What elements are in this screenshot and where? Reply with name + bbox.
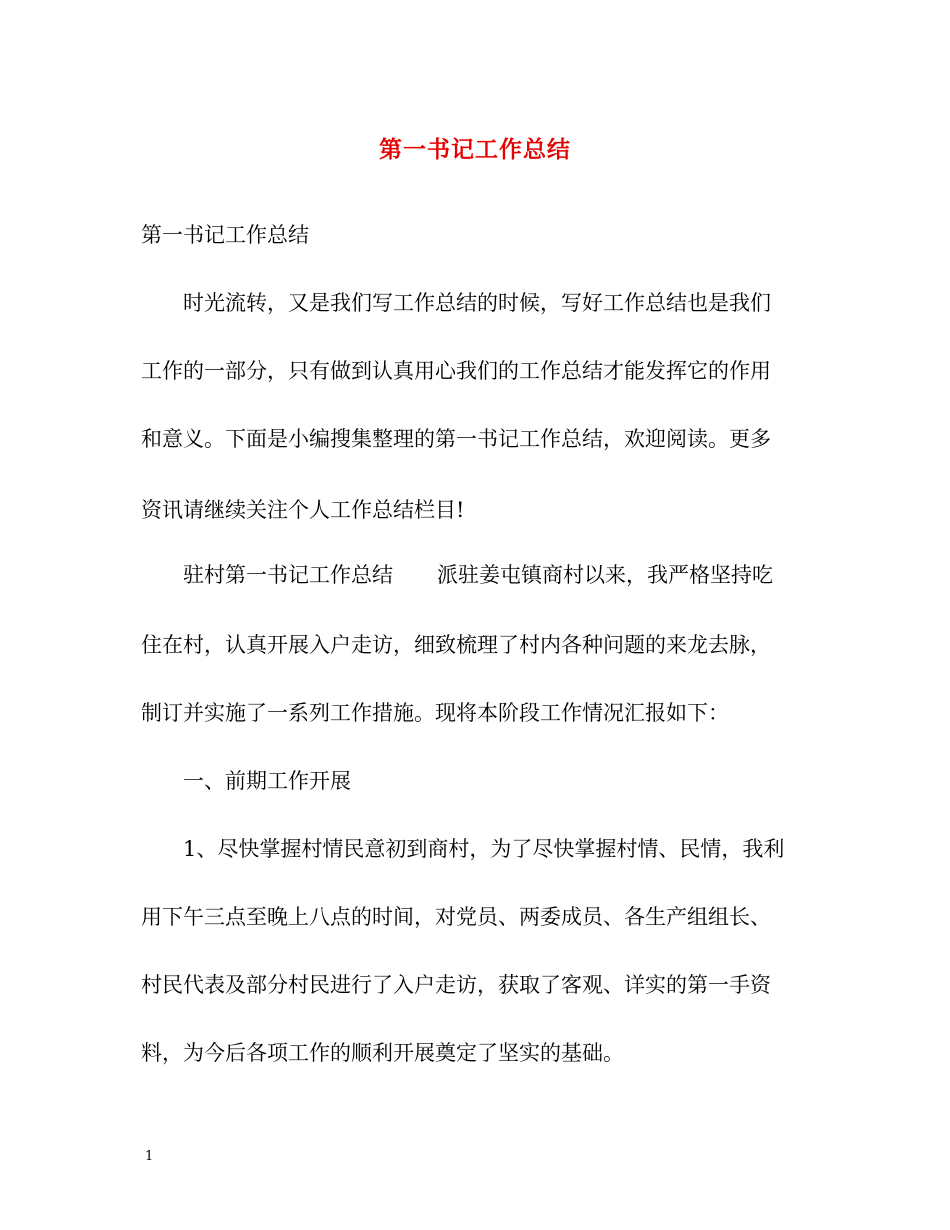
paragraph-line: 资讯请继续关注个人工作总结栏目! bbox=[141, 498, 465, 522]
section-heading: 一、前期工作开展 bbox=[183, 769, 351, 793]
paragraph-line: 和意义。下面是小编搜集整理的第一书记工作总结，欢迎阅读。更多 bbox=[141, 427, 771, 451]
document-subtitle: 第一书记工作总结 bbox=[141, 223, 309, 247]
section-heading-inline: 驻村第一书记工作总结 bbox=[183, 563, 393, 587]
paragraph-line: 制订并实施了一系列工作措施。现将本阶段工作情况汇报如下： bbox=[141, 701, 729, 725]
paragraph-text: 派驻姜屯镇商村以来，我严格坚持吃 bbox=[437, 563, 773, 587]
paragraph-line bbox=[183, 559, 773, 591]
paragraph-line: 村民代表及部分村民进行了入户走访，获取了客观、详实的第一手资 bbox=[141, 973, 771, 997]
paragraph-line: 住在村，认真开展入户走访，细致梳理了村内各种问题的来龙去脉， bbox=[141, 633, 771, 657]
document-title: 第一书记工作总结 bbox=[379, 136, 571, 163]
paragraph-line: 料，为今后各项工作的顺利开展奠定了坚实的基础。 bbox=[141, 1041, 624, 1065]
page-number: 1 bbox=[145, 1149, 154, 1164]
paragraph-line: 时光流转，又是我们写工作总结的时候，写好工作总结也是我们 bbox=[183, 291, 771, 315]
paragraph-line: 用下午三点至晚上八点的时间，对党员、两委成员、各生产组组长、 bbox=[141, 905, 771, 929]
paragraph-line: 工作的一部分，只有做到认真用心我们的工作总结才能发挥它的作用 bbox=[141, 359, 771, 383]
paragraph-line: 1、尽快掌握村情民意初到商村，为了尽快掌握村情、民情，我利 bbox=[183, 837, 785, 861]
